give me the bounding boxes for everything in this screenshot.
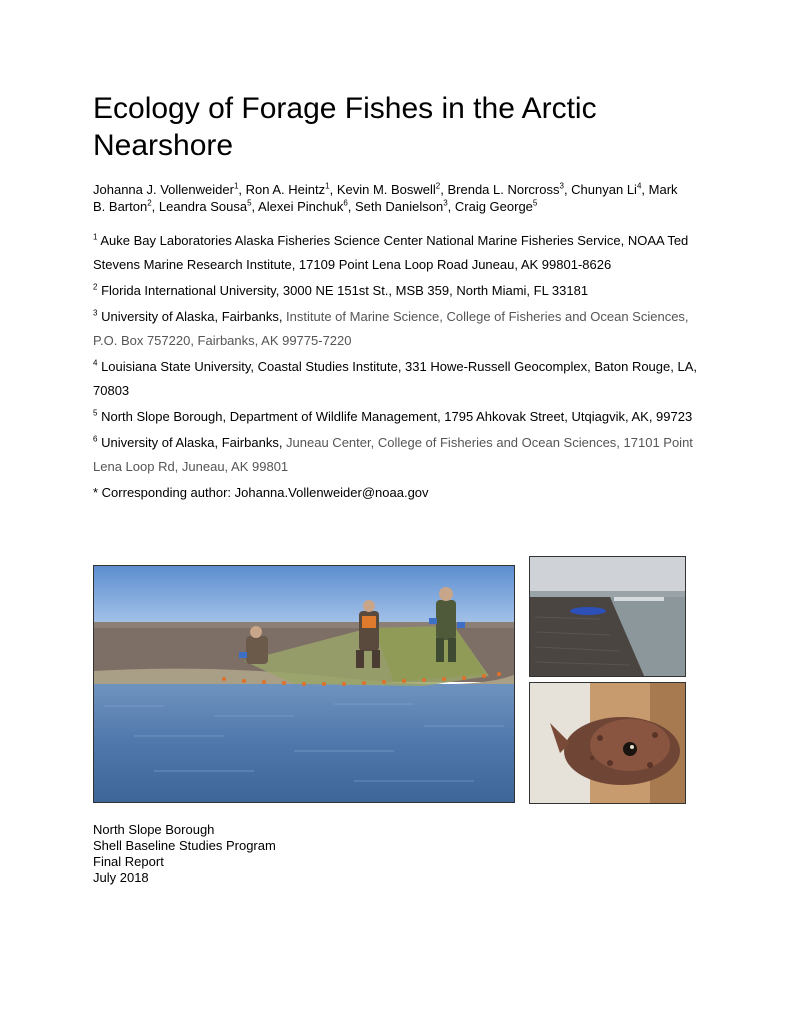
report-line: Final Report xyxy=(93,854,164,869)
sculpin-fish-photo xyxy=(529,682,686,804)
affiliation: $^6$ University of Alaska, Fairbanks, Juneau Center, College of Fisheries and Ocean Sciences, 17101 Point Lena Loop Rd, Juneau, AK 99801 xyxy=(93,434,693,474)
affiliation-list xyxy=(93,229,703,505)
corresponding-author: * Corresponding author: Johanna.Vollenweider@noaa.gov xyxy=(93,485,429,500)
affiliation: $^1$ Auke Bay Laboratories Alaska Fisheries Science Center National Marine Fisheries Service, NOAA Ted Stevens Marine Research Institute, 17109 Point Lena Loop Road Juneau, AK 99801-8626 xyxy=(93,232,689,272)
beach-kayak-photo xyxy=(529,556,686,677)
affiliation: $^3$ University of Alaska, Fairbanks, Institute of Marine Science, College of Fisheries and Ocean Sciences, P.O. Box 757220, Fairbanks, AK 99775-7220 xyxy=(93,308,689,348)
affiliation: $^4$ Louisiana State University, Coastal Studies Institute, 331 Howe-Russell Geocomplex, Baton Rouge, LA, 70803 xyxy=(93,358,697,398)
author: Leandra Sousa$^5$, xyxy=(158,198,259,214)
report-info xyxy=(93,822,276,886)
author: Brenda L. Norcross$^3$, xyxy=(447,181,572,197)
report-line: Shell Baseline Studies Program xyxy=(93,838,276,853)
author: Mark B. Barton$^2$, xyxy=(93,182,678,214)
author: Kevin M. Boswell$^2$, xyxy=(336,181,448,197)
author: Seth Danielson$^3$, xyxy=(355,198,455,214)
author: Chunyan Li$^4$, xyxy=(571,181,649,197)
affiliation: $^5$ North Slope Borough, Department of Wildlife Management, 1795 Ahkovak Street, Utqiagvik, AK, 99723 xyxy=(93,408,693,424)
author-list xyxy=(93,181,693,215)
author: Alexei Pinchuk$^6$, xyxy=(258,198,356,214)
seine-net-photo xyxy=(93,565,515,803)
author: Craig George$^5$ xyxy=(454,198,538,214)
report-line: July 2018 xyxy=(93,870,149,885)
report-line: North Slope Borough xyxy=(93,822,215,837)
document-title: Ecology of Forage Fishes in the Arctic Nearshore xyxy=(93,92,597,162)
author: Ron A. Heintz$^1$, xyxy=(245,181,337,197)
author: Johanna J. Vollenweider$^1$, xyxy=(93,181,246,197)
affiliation: $^2$ Florida International University, 3000 NE 151st St., MSB 359, North Miami, FL 33181 xyxy=(93,282,589,298)
